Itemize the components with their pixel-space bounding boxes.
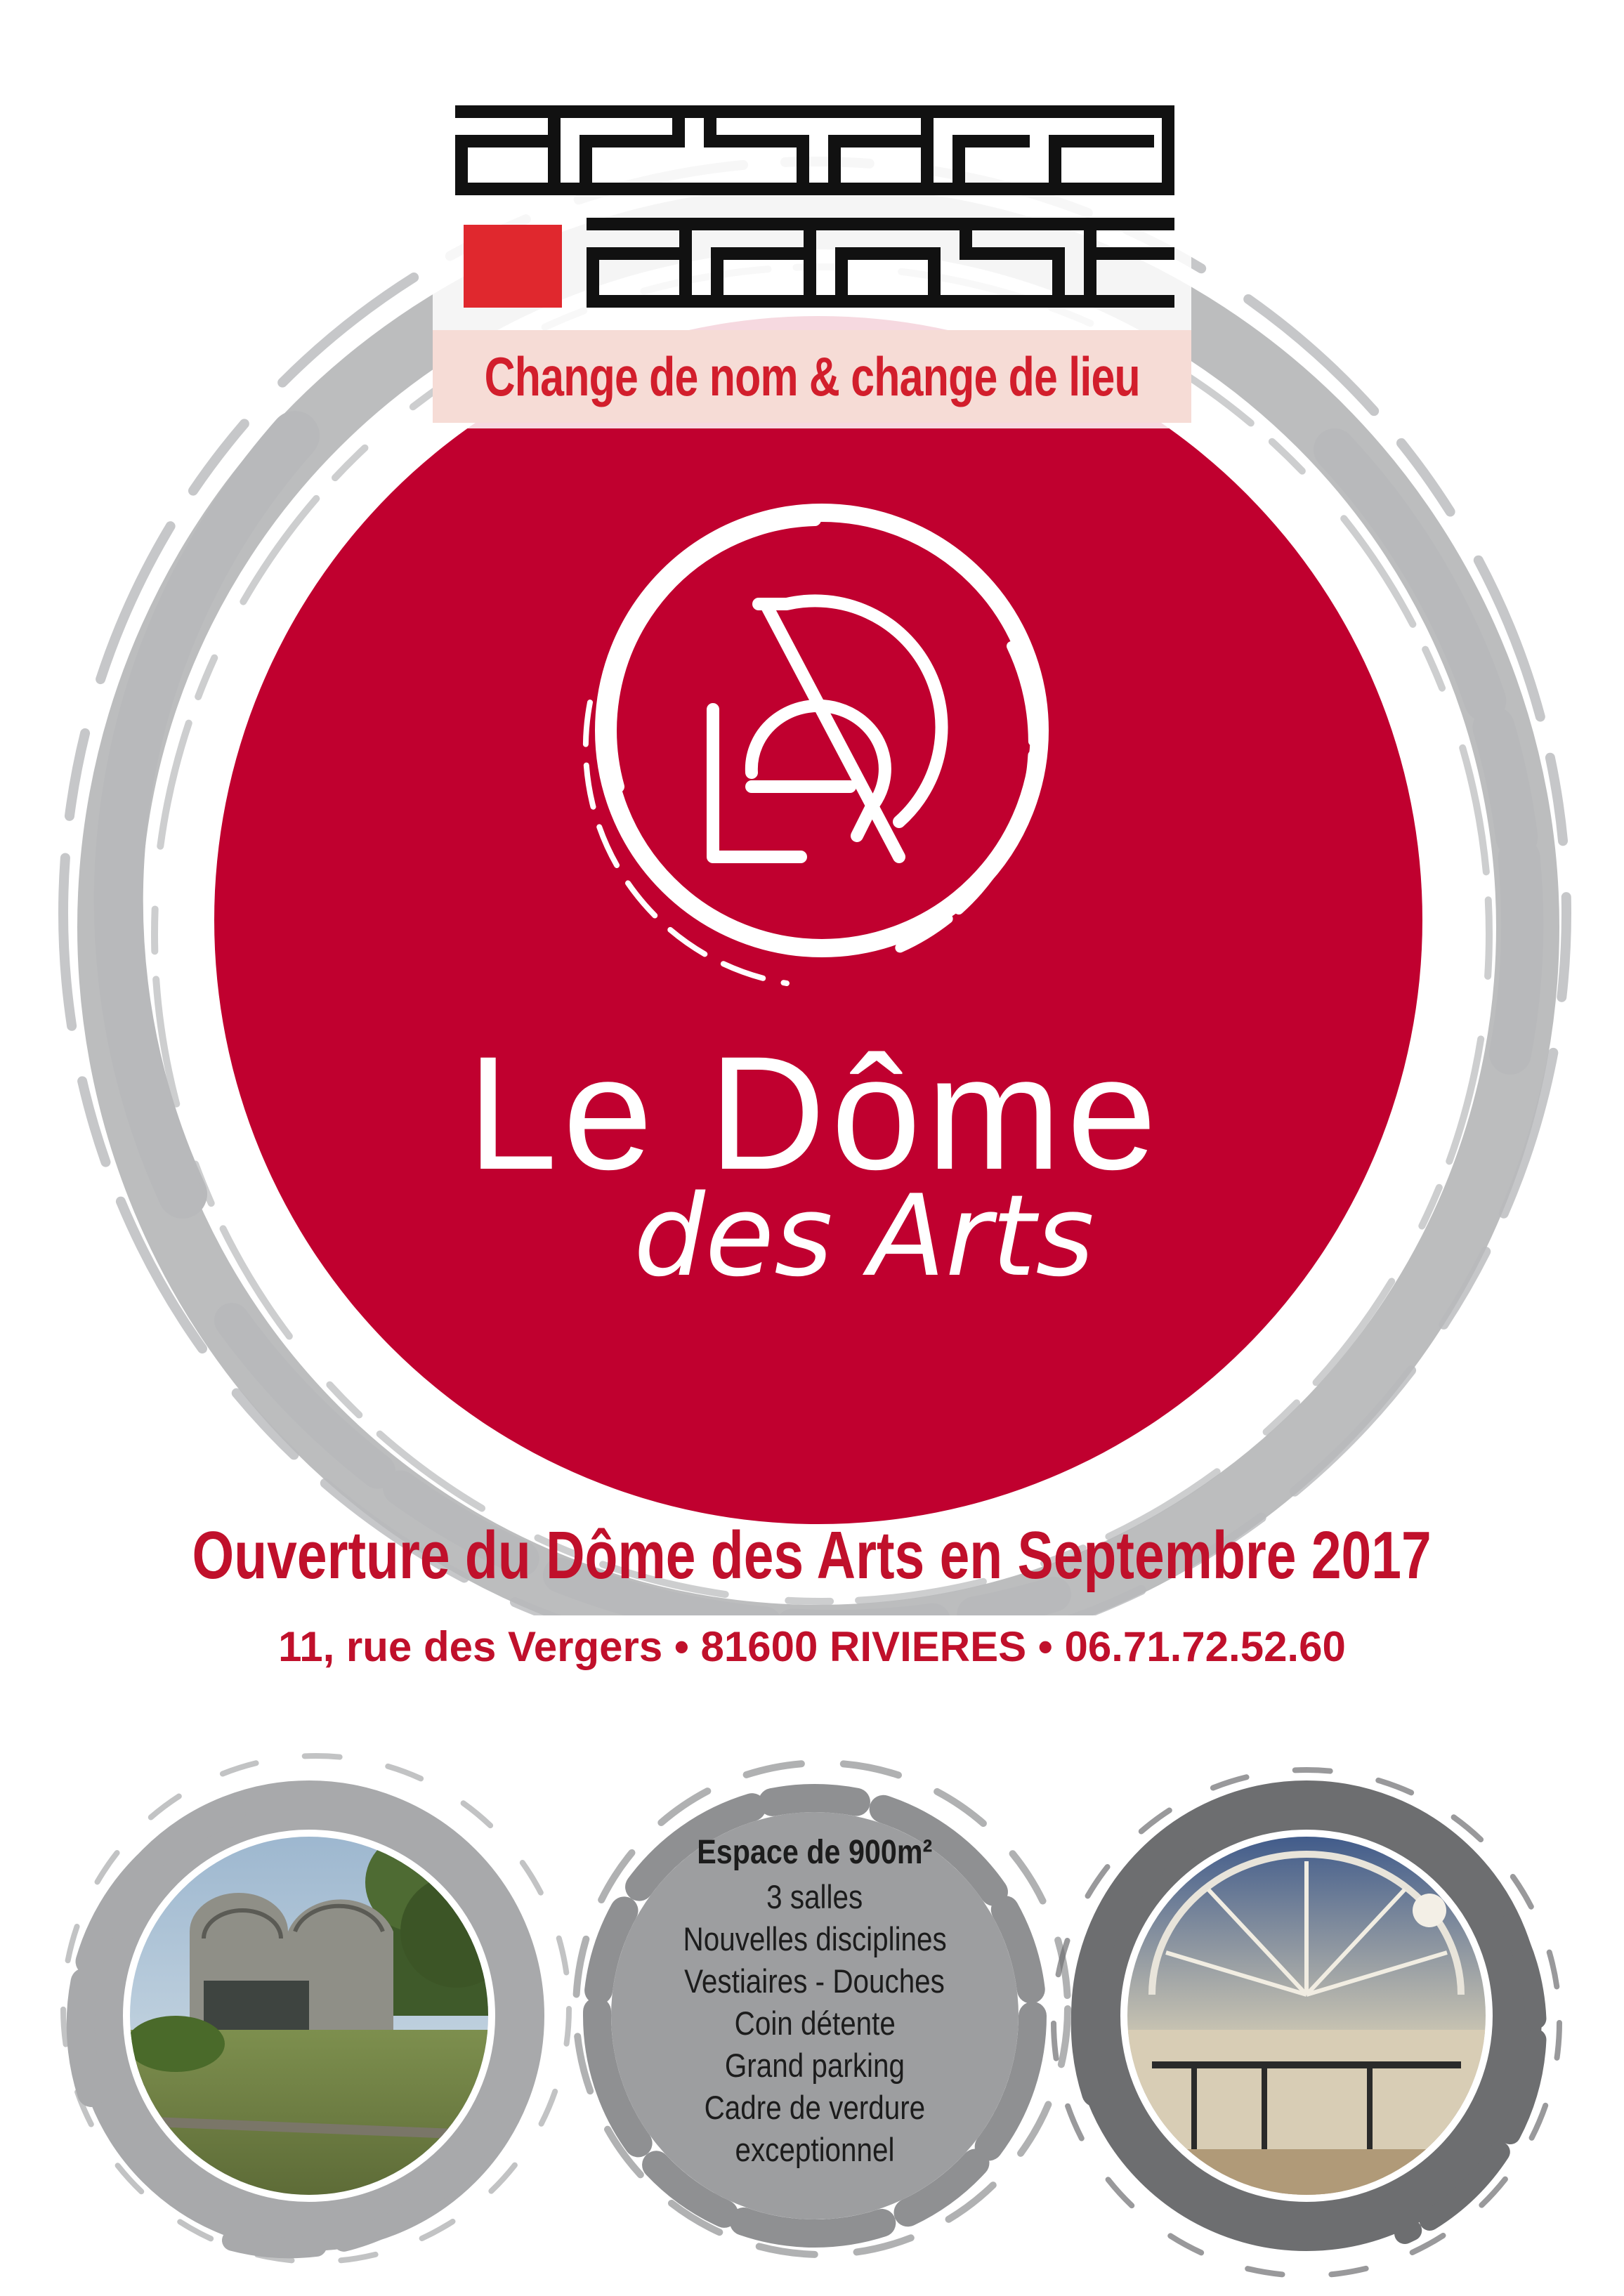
le-d-monogram-icon: [534, 492, 1110, 1004]
feature-item: Grand parking: [724, 2047, 905, 2084]
tagline: Change de nom & change de lieu: [484, 345, 1140, 407]
features-list: [611, 1830, 1019, 2171]
red-square-icon: [464, 225, 562, 308]
address-line: 11, rue des Vergers • 81600 RIVIERES • 06.71.72.52.60: [278, 1623, 1346, 1670]
feature-item: 3 salles: [766, 1878, 863, 1915]
feature-item: Nouvelles disciplines: [683, 1920, 947, 1957]
feature-item: Coin détente: [734, 2005, 896, 2042]
venue-name: Le Dôme: [467, 1023, 1163, 1203]
features-title: Espace de 900m²: [697, 1834, 933, 1871]
opening-headline: [0, 1517, 1624, 1594]
tagline-bar: [433, 330, 1191, 423]
apsara-danse-logo: [450, 91, 1180, 323]
feature-item: Vestiaires - Douches: [684, 1962, 945, 2000]
dome-interior-photo: [1124, 1833, 1489, 2198]
feature-item: exceptionnel: [735, 2131, 895, 2168]
feature-item: Cadre de verdure: [704, 2089, 926, 2126]
venue-subname: des Arts: [634, 1170, 1094, 1301]
opening-headline-text: Ouverture du Dôme des Arts en Septembre 2017: [192, 1518, 1432, 1593]
